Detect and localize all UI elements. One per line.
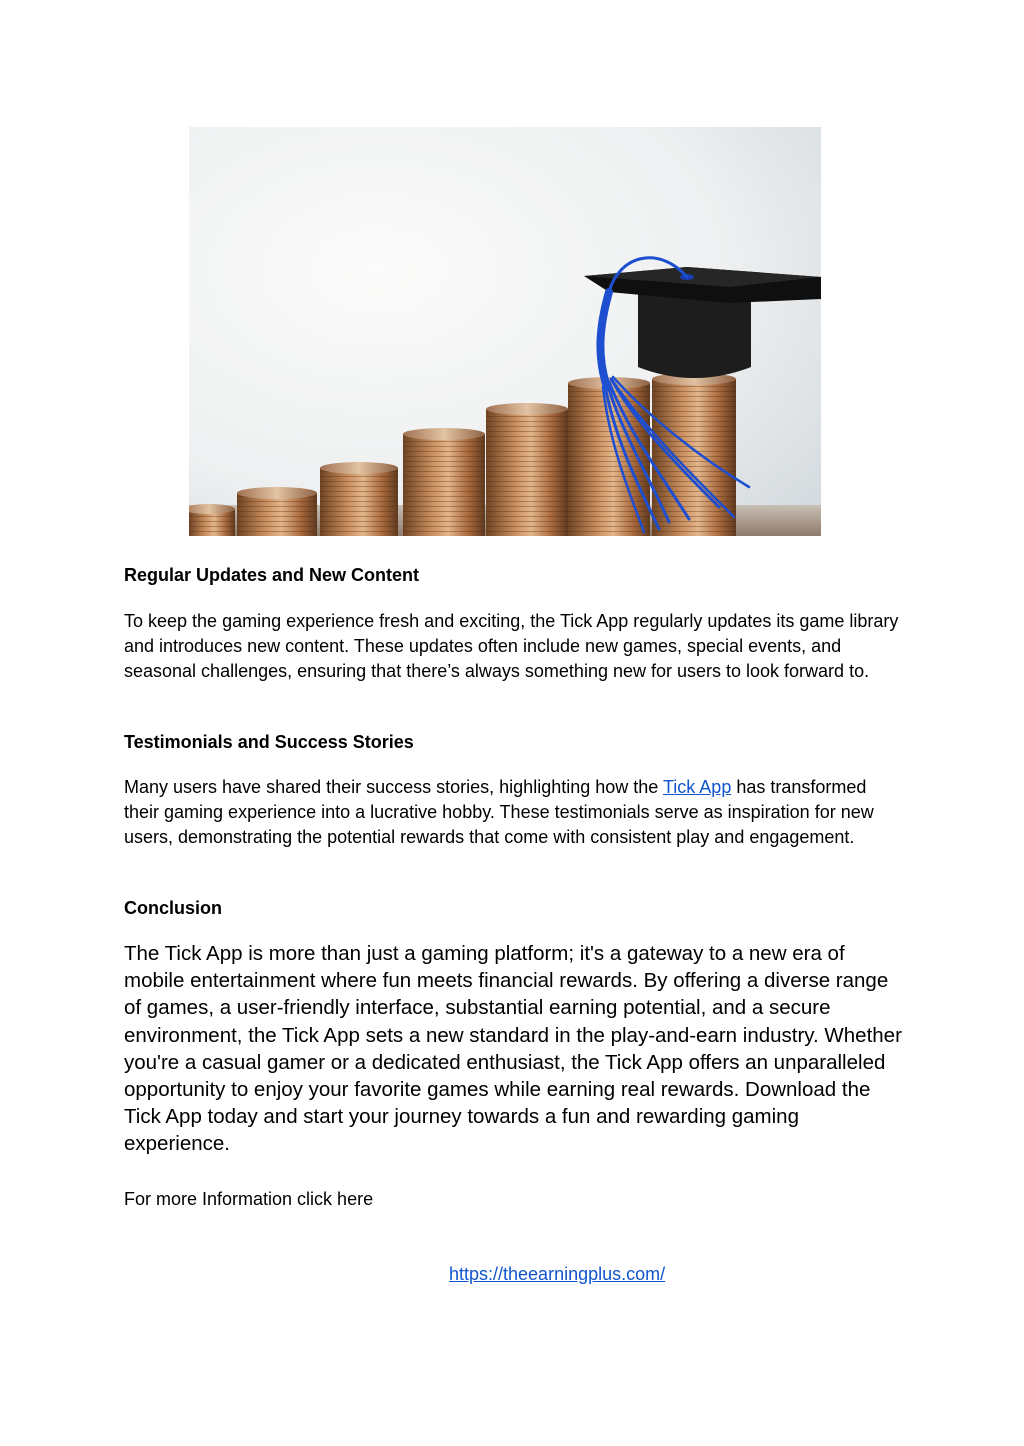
section-heading-updates: Regular Updates and New Content: [124, 565, 420, 585]
hero-image: [189, 127, 821, 536]
website-link[interactable]: https://theearningplus.com/: [449, 1264, 666, 1284]
coin-stack: [320, 462, 398, 536]
section-heading-conclusion: Conclusion: [124, 898, 222, 918]
conclusion-paragraph: The Tick App is more than just a gaming platform; it's a gateway to a new era of mobile entertainment where fun meets financial rewards. By offering a diverse range of games, a user-friendly interface, substantial earning potential, and a secure environment, the Tick App sets a new standard in the play-and-earn industry. Whether you're a casual gamer or a dedicated enthusiast, the Tick App offers an unparalleled opportunity to enjoy your favorite games while earning real rewards. Download the Tick App today and start your journey towards a fun and rewarding gaming experience.: [124, 942, 902, 1156]
coin-stack: [189, 504, 235, 536]
more-info-text: For more Information click here: [124, 1189, 374, 1209]
testimonials-text-after: has transformed their gaming experience into a lucrative hobby. These testimonials serve as inspiration for new users, demonstrating the potential rewards that come with consistent play and engagement.: [124, 777, 874, 847]
coin-stack: [237, 487, 317, 536]
updates-paragraph: To keep the gaming experience fresh and exciting, the Tick App regularly updates its game library and introduces new content. These updates often include new games, special events, and seasonal challenges, ensuring that there’s always something new for users to look forward to.: [124, 611, 899, 681]
testimonials-text-before: Many users have shared their success stories, highlighting how the: [124, 777, 663, 797]
coin-stack: [486, 403, 568, 536]
tick-app-link[interactable]: Tick App: [662, 777, 732, 797]
testimonials-paragraph: [124, 775, 904, 850]
coins-graduation-cap-illustration: [189, 127, 821, 536]
coin-stack: [403, 428, 485, 536]
section-heading-testimonials: Testimonials and Success Stories: [124, 732, 414, 752]
